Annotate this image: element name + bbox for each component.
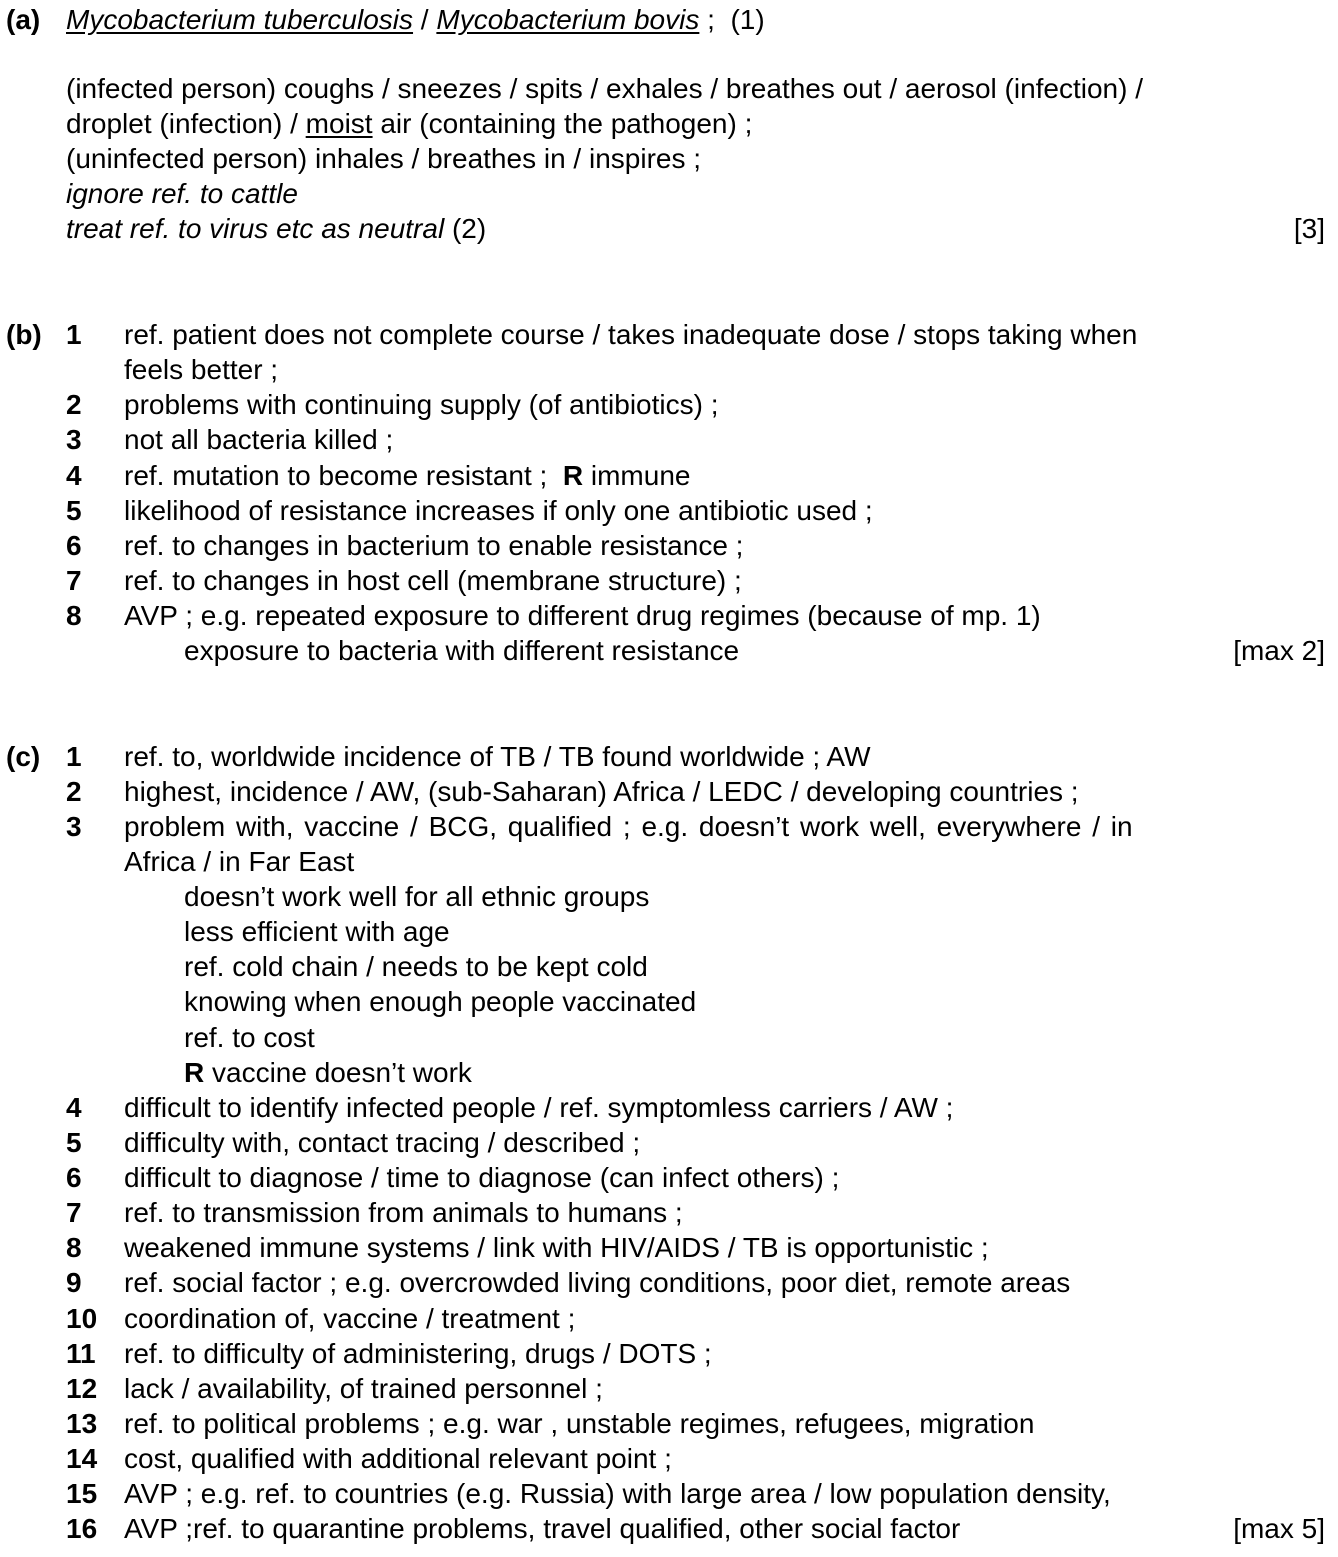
part-c-item-text: ref. to difficulty of administering, drugs / DOTS ; [124,1338,712,1369]
part-b-item-text: problems with continuing supply (of antibiotics) ; [124,389,719,420]
part-a-line-3 [66,106,752,141]
part-b-item-number: 4 [66,460,82,491]
part-c-item-text: ref. social factor ; e.g. overcrowded living conditions, poor diet, remote areas [124,1267,1071,1298]
part-b-item-text: likelihood of resistance increases if only one antibiotic used ; [124,495,873,526]
part-c-item-number: 6 [66,1162,82,1193]
part-c-item-number: 15 [66,1478,98,1509]
part-c-item-number: 10 [66,1303,98,1334]
part-c-item-number: 4 [66,1092,82,1123]
species-1: Mycobacterium tuberculosis [66,4,414,35]
part-c-example: ref. to cost [184,1022,315,1053]
part-b-marks: [max 2] [1233,635,1325,666]
part-c-item-text: problem with, vaccine / BCG, qualified ; e.g. doesn’t work well, everywhere / in [124,811,1133,842]
part-c-item-number: 16 [66,1513,98,1544]
part-c-item-text: cost, qualified with additional relevant point ; [124,1443,672,1474]
part-a-mark-note: ; (1) [699,4,765,35]
part-b-item-text [124,458,690,493]
part-c-marks: [max 5] [1233,1513,1325,1544]
part-a-line-4: (uninfected person) inhales / breathes in / inspires ; [66,143,702,174]
part-c-item-text: ref. to transmission from animals to humans ; [124,1197,683,1228]
part-a-guidance-2 [66,211,486,246]
part-b-item-continuation: feels better ; [124,354,279,385]
part-b-item-number: 7 [66,565,82,596]
part-c-reject-line [184,1055,472,1090]
part-c-item-text: AVP ;ref. to quarantine problems, travel qualified, other social factor [124,1513,961,1544]
part-b-item-number: 2 [66,389,82,420]
part-b-item-number: 3 [66,424,82,455]
part-c-item-number: 12 [66,1373,98,1404]
part-b-item-number: 5 [66,495,82,526]
part-c-item-text: highest, incidence / AW, (sub-Saharan) Africa / LEDC / developing countries ; [124,776,1079,807]
part-c-item-text: difficult to diagnose / time to diagnose (can infect others) ; [124,1162,840,1193]
part-b-item-text: not all bacteria killed ; [124,424,394,455]
part-b-item-text: AVP ; e.g. repeated exposure to different drug regimes (because of mp. 1) [124,600,1041,631]
reject-marker: R [562,460,584,491]
part-c-item-text: ref. to, worldwide incidence of TB / TB found worldwide ; AW [124,741,871,772]
species-separator: / [413,4,437,35]
part-c-example: ref. cold chain / needs to be kept cold [184,951,648,982]
part-c-item-text: difficult to identify infected people / ref. symptomless carriers / AW ; [124,1092,954,1123]
part-c-item-number: 7 [66,1197,82,1228]
underlined-word: moist [305,108,373,139]
part-c-item-text: difficulty with, contact tracing / described ; [124,1127,641,1158]
part-a-label: (a) [6,4,41,35]
part-b-item-number: 8 [66,600,82,631]
part-c-item-number: 13 [66,1408,98,1439]
part-c-label: (c) [6,741,41,772]
part-c-item-number: 1 [66,741,82,772]
part-c-example: less efficient with age [184,916,450,947]
part-c-item-text: lack / availability, of trained personnel ; [124,1373,603,1404]
part-b-item-text: ref. to changes in host cell (membrane structure) ; [124,565,742,596]
part-b-item-number: 6 [66,530,82,561]
reject-text: vaccine doesn’t work [204,1057,472,1088]
part-b-item-text: ref. to changes in bacterium to enable resistance ; [124,530,744,561]
part-c-item-text: coordination of, vaccine / treatment ; [124,1303,576,1334]
part-a-answer-line [66,2,765,37]
part-a-guidance-2-mark: (2) [444,213,487,244]
part-a-marks: [3] [1293,213,1325,244]
reject-text: immune [583,460,691,491]
reject-marker: R [184,1057,205,1088]
species-2: Mycobacterium bovis [436,4,700,35]
part-a-line-3-start: droplet (infection) / [66,108,306,139]
part-c-example: knowing when enough people vaccinated [184,986,697,1017]
part-c-item-number: 5 [66,1127,82,1158]
part-c-item-text: AVP ; e.g. ref. to countries (e.g. Russia) with large area / low population density, [124,1478,1111,1509]
part-c-item-number: 2 [66,776,82,807]
part-a-line-2: (infected person) coughs / sneezes / spits / exhales / breathes out / aerosol (infection) / [66,73,1144,104]
part-c-item-text: ref. to political problems ; e.g. war , unstable regimes, refugees, migration [124,1408,1035,1439]
part-b-item-4-text: ref. mutation to become resistant ; [124,460,563,491]
part-c-item-number: 8 [66,1232,82,1263]
part-b-item-example: exposure to bacteria with different resistance [184,635,740,666]
part-c-item-text: weakened immune systems / link with HIV/AIDS / TB is opportunistic ; [124,1232,989,1263]
part-c-example: doesn’t work well for all ethnic groups [184,881,650,912]
part-a-line-3-end: air (containing the pathogen) ; [372,108,753,139]
part-b-label: (b) [6,319,42,350]
part-c-item-continuation: Africa / in Far East [124,846,355,877]
part-c-item-number: 3 [66,811,82,842]
part-c-item-number: 9 [66,1267,82,1298]
part-c-item-number: 14 [66,1443,98,1474]
part-c-item-number: 11 [66,1338,96,1369]
part-a-guidance-1: ignore ref. to cattle [66,178,298,209]
part-a-guidance-2-text: treat ref. to virus etc as neutral [66,213,445,244]
part-b-item-number: 1 [66,319,82,350]
part-b-item-text: ref. patient does not complete course / takes inadequate dose / stops taking when [124,319,1138,350]
